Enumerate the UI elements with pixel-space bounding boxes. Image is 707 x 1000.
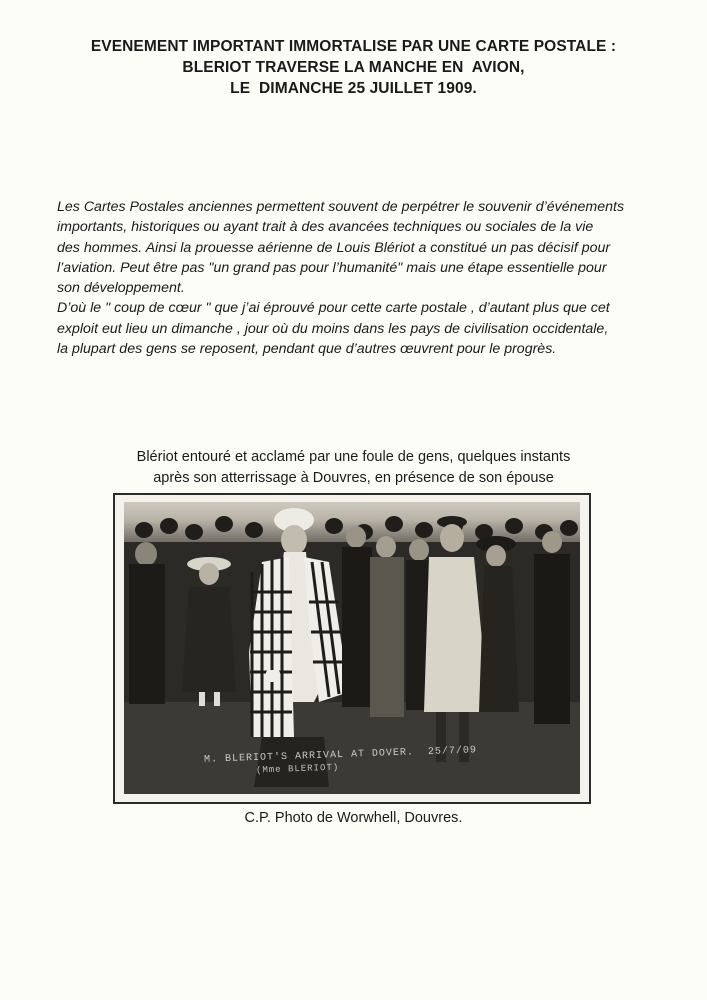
title-line-1: EVENEMENT IMPORTANT IMMORTALISE PAR UNE CARTE POSTALE : (90, 38, 617, 55)
intro-line: son développement. (57, 280, 185, 297)
photo-caption (0, 447, 707, 488)
photo-inscription: M. BLERIOT'S ARRIVAL AT DOVER. 25/7/09 (203, 745, 478, 766)
intro-line: importants, historiques ou ayant trait à des avancées techniques ou sociales de la vie (57, 219, 594, 236)
intro-line: Les Cartes Postales anciennes permettent souvent de perpétrer le souvenir d’événements (57, 199, 625, 215)
photo-inscription-subtitle: (Mme BLERIOT) (255, 762, 340, 776)
postcard-frame (113, 493, 591, 804)
caption-line-2: après son atterrissage à Douvres, en présence de son épouse (153, 469, 554, 486)
postcard-photo (124, 502, 580, 794)
intro-line: D’où le " coup de cœur " que j’ai éprouvé pour cette carte postale , d’autant plus que cet (57, 300, 610, 317)
intro-line: la plupart des gens se reposent, pendant que d’autres œuvrent pour le progrès. (57, 341, 557, 358)
photo-credit: C.P. Photo de Worwhell, Douvres. (244, 810, 463, 826)
intro-line: des hommes. Ainsi la prouesse aérienne de Louis Blériot a constitué un pas décisif pour (57, 239, 611, 256)
intro-line: exploit eut lieu un dimanche , jour où du moins dans les pays de civilisation occidentale, (57, 320, 609, 337)
title-line-3: LE DIMANCHE 25 JUILLET 1909. (230, 80, 477, 97)
page-title (0, 36, 707, 99)
intro-line: l’aviation. Peut être pas "un grand pas pour l’humanité" mais une étape essentielle pour (57, 259, 607, 276)
intro-paragraph (57, 197, 663, 359)
title-line-2: BLERIOT TRAVERSE LA MANCHE EN AVION, (182, 59, 525, 76)
caption-line-1: Blériot entouré et acclamé par une foule de gens, quelques instants (136, 449, 571, 465)
